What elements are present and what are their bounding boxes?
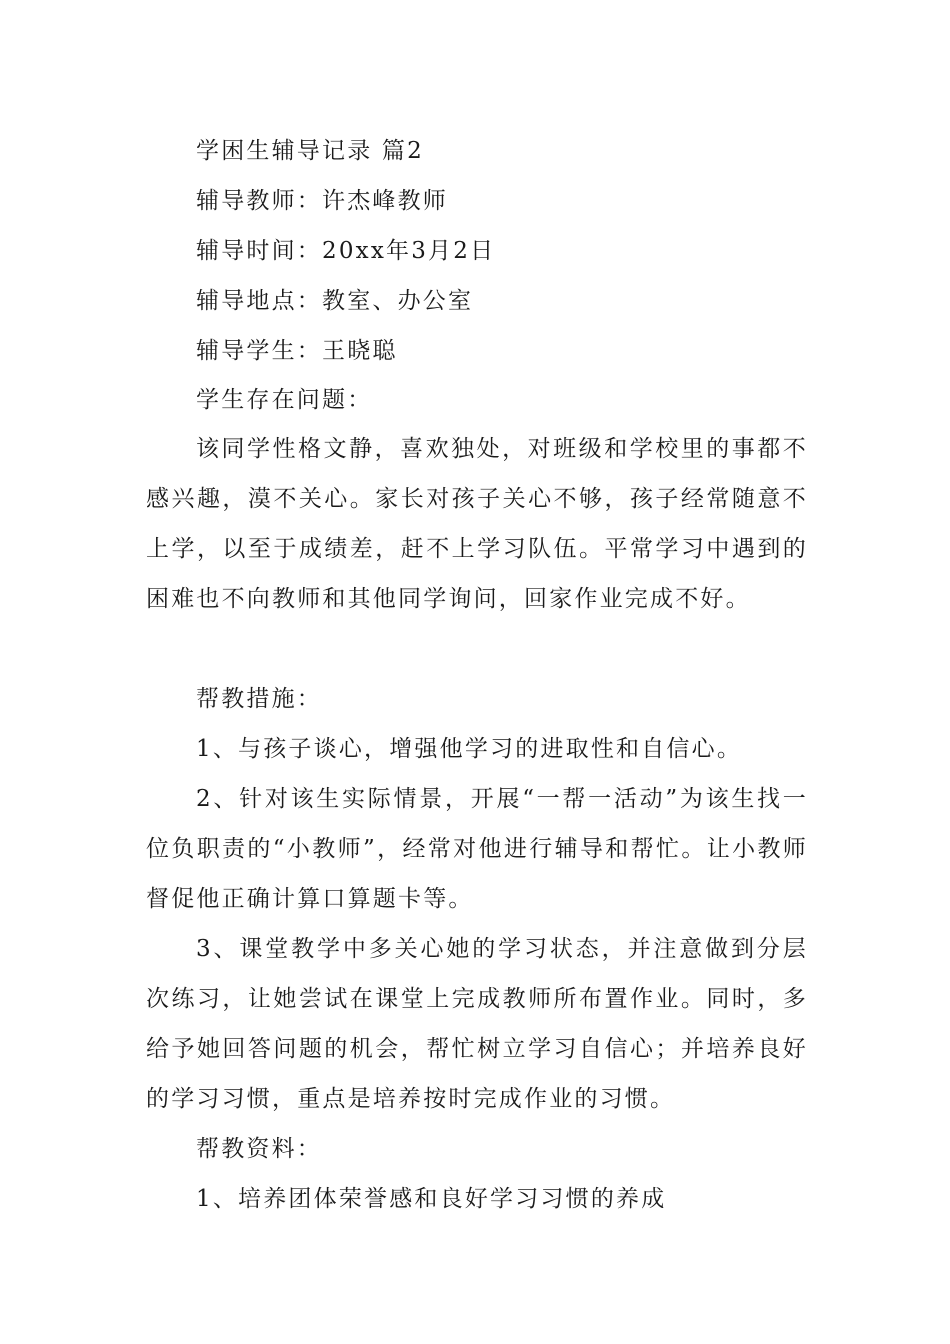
measure-item-3: 3、课堂教学中多关心她的学习状态，并注意做到分层次练习，让她尝试在课堂上完成教师所布置作业。同时，多给予她回答问题的机会，帮忙树立学习自信心；并培养良好的学习习惯，重点是培养按时完成作业的习惯。	[146, 936, 808, 1112]
teacher-line: 辅导教师：许杰峰教师	[196, 188, 448, 214]
problem-paragraph: 该同学性格文静，喜欢独处，对班级和学校里的事都不感兴趣，漠不关心。家长对孩子关心不够，孩子经常随意不上学，以至于成绩差，赶不上学习队伍。平常学习中遇到的困难也不向教师和其他同学询问，回家作业完成不好。	[146, 436, 808, 612]
place-line: 辅导地点：教室、办公室	[196, 288, 474, 314]
material-item-1: 1、培养团体荣誉感和良好学习习惯的养成	[196, 1186, 667, 1212]
time-line: 辅导时间：20xx年3月2日	[196, 238, 496, 264]
measure-item-2: 2、针对该生实际情景，开展“一帮一活动”为该生找一位负职责的“小教师”，经常对他进行辅导和帮忙。让小教师督促他正确计算口算题卡等。	[146, 786, 808, 912]
materials-heading: 帮教资料：	[196, 1136, 322, 1162]
student-line: 辅导学生：王晓聪	[196, 338, 398, 364]
problem-heading: 学生存在问题：	[196, 387, 373, 413]
document-title: 学困生辅导记录 篇2	[196, 138, 424, 164]
measures-heading: 帮教措施：	[196, 686, 322, 712]
measure-item-1: 1、与孩子谈心，增强他学习的进取性和自信心。	[196, 736, 743, 762]
